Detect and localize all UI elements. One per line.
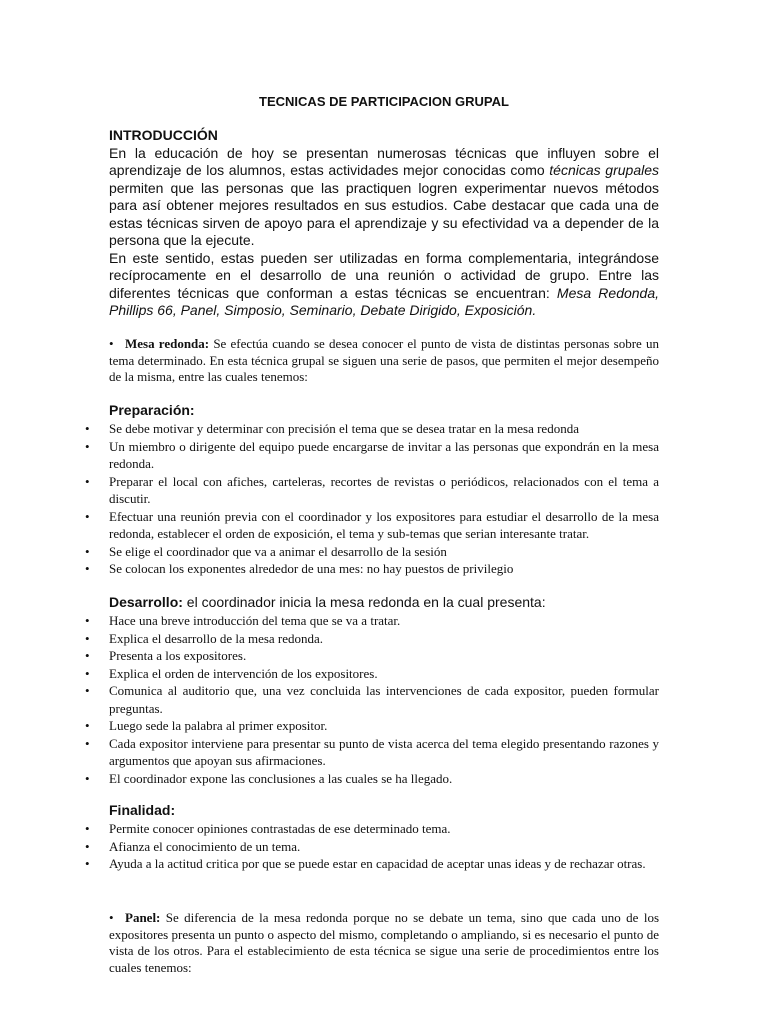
list-item: • Explica el desarrollo de la mesa redonda. [85, 630, 324, 646]
bullet: • [85, 735, 90, 751]
list-item: • Luego sede la palabra al primer expositor. [85, 718, 328, 733]
bullet: • [109, 336, 114, 351]
desarrollo-list [85, 612, 659, 787]
desarrollo-description: el coordinador inicia la mesa redonda en la cual presenta: [182, 594, 546, 610]
preparacion-heading: Preparación: [109, 402, 195, 418]
panel-text: Se diferencia de la mesa redonda porque no se debate un tema, sino que cada uno de los expositores presenta un punto o aspecto del mismo, completando o ampliando, si es necesario el punto de vista de los otros. Para el establecimiento de esta técnica se sigue una serie de procedimientos entre los cuales tenemos: [109, 910, 659, 975]
list-item: • Se debe motivar y determinar con precisión el tema que se desea tratar en la mesa redonda [85, 421, 579, 436]
bullet: • [85, 665, 90, 681]
list-item: • Explica el orden de intervención de los expositores. [85, 665, 378, 681]
list-item: • Se elige el coordinador que va a animar el desarrollo de la sesión [85, 543, 447, 559]
list-item: • Afianza el conocimiento de un tema. [85, 838, 301, 854]
preparacion-list [85, 420, 659, 578]
list-item: • Comunica al auditorio que, una vez concluida las intervenciones de cada expositor, pueden formular preguntas. [85, 683, 659, 716]
bullet: • [85, 770, 90, 786]
finalidad-section [85, 802, 659, 873]
document-title: TECNICAS DE PARTICIPACION GRUPAL [259, 94, 509, 109]
list-item: • Cada expositor interviene para presentar su punto de vista acerca del tema elegido presentando razones y argumentos que apoyan sus afirmaciones. [85, 735, 659, 768]
bullet: • [85, 821, 90, 836]
bullet: • [85, 561, 90, 576]
desarrollo-section [85, 594, 659, 787]
bullet: • [85, 718, 90, 733]
introduction-paragraph-2: En este sentido, estas pueden ser utilizadas en forma complementaria, integrándose recíprocamente en el desarrollo de una reunión o actividad de grupo. Entre las diferentes técnicas que conforman a estas técnicas se encuentran: Mesa Redonda, Phillips 66, Panel, Simposio, Seminario, Debate Dirigido, Exposición. [109, 249, 660, 318]
mesa-redonda-label: Mesa redonda: [125, 336, 210, 351]
bullet: • [85, 838, 90, 854]
list-item: • Ayuda a la actitud critica por que se puede estar en capacidad de aceptar unas ideas y de rechazar otras. [85, 856, 646, 871]
finalidad-list [85, 820, 659, 873]
list-item: • Permite conocer opiniones contrastadas de ese determinado tema. [85, 821, 451, 836]
bullet: • [85, 438, 90, 454]
mesa-redonda-paragraph [109, 336, 659, 386]
finalidad-heading: Finalidad: [109, 802, 176, 818]
introduction-section [109, 127, 659, 320]
bullet: • [85, 421, 90, 436]
list-item: • El coordinador expone las conclusiones a las cuales se ha llegado. [85, 770, 453, 786]
bullet: • [85, 630, 90, 646]
bullet: • [85, 473, 90, 489]
preparacion-section [85, 402, 659, 578]
list-item: • Efectuar una reunión previa con el coordinador y los expositores para estudiar el desarrollo de la mesa redonda, establecer el orden de exposición, el tema y sub-temas que serian interesante tratar. [85, 508, 659, 541]
introduction-heading: INTRODUCCIÓN [109, 127, 218, 143]
list-item: • Un miembro o dirigente del equipo puede encargarse de invitar a las personas que expondrán en la mesa redonda. [85, 438, 659, 471]
bullet: • [85, 508, 90, 524]
list-item: • Preparar el local con afiches, carteleras, recortes de revistas o periódicos, relacionados con el tema a discutir. [85, 473, 659, 506]
bullet: • [85, 648, 90, 663]
list-item: • Se colocan los exponentes alrededor de una mes: no hay puestos de privilegio [85, 561, 514, 576]
bullet: • [85, 543, 90, 559]
panel-paragraph [109, 910, 659, 976]
bullet: • [85, 856, 90, 871]
bullet: • [85, 683, 90, 698]
desarrollo-heading: Desarrollo: [109, 594, 183, 610]
mesa-redonda-text: Se efectúa cuando se desea conocer el punto de vista de distintas personas sobre un tema determinado. En esta técnica grupal se siguen una serie de pasos, que permiten el mejor desempeño de la misma, entre las cuales tenemos: [109, 336, 659, 384]
list-item: • Presenta a los expositores. [85, 648, 247, 663]
bullet: • [85, 613, 90, 628]
panel-label: Panel: [125, 910, 161, 925]
bullet: • [109, 910, 114, 925]
introduction-paragraph-1: En la educación de hoy se presentan numerosas técnicas que influyen sobre el aprendizaje de los alumnos, estas actividades mejor conocidas como técnicas grupales permiten que las personas que las practiquen logren experimentar nuevos métodos para así obtener mejores resultados en sus estudios. Cabe destacar que cada una de estas técnicas sirven de apoyo para el aprendizaje y su efectividad va a depender de la persona que la ejecute. [109, 144, 660, 248]
list-item: • Hace una breve introducción del tema que se va a tratar. [85, 613, 401, 628]
desarrollo-heading-line [109, 594, 659, 611]
